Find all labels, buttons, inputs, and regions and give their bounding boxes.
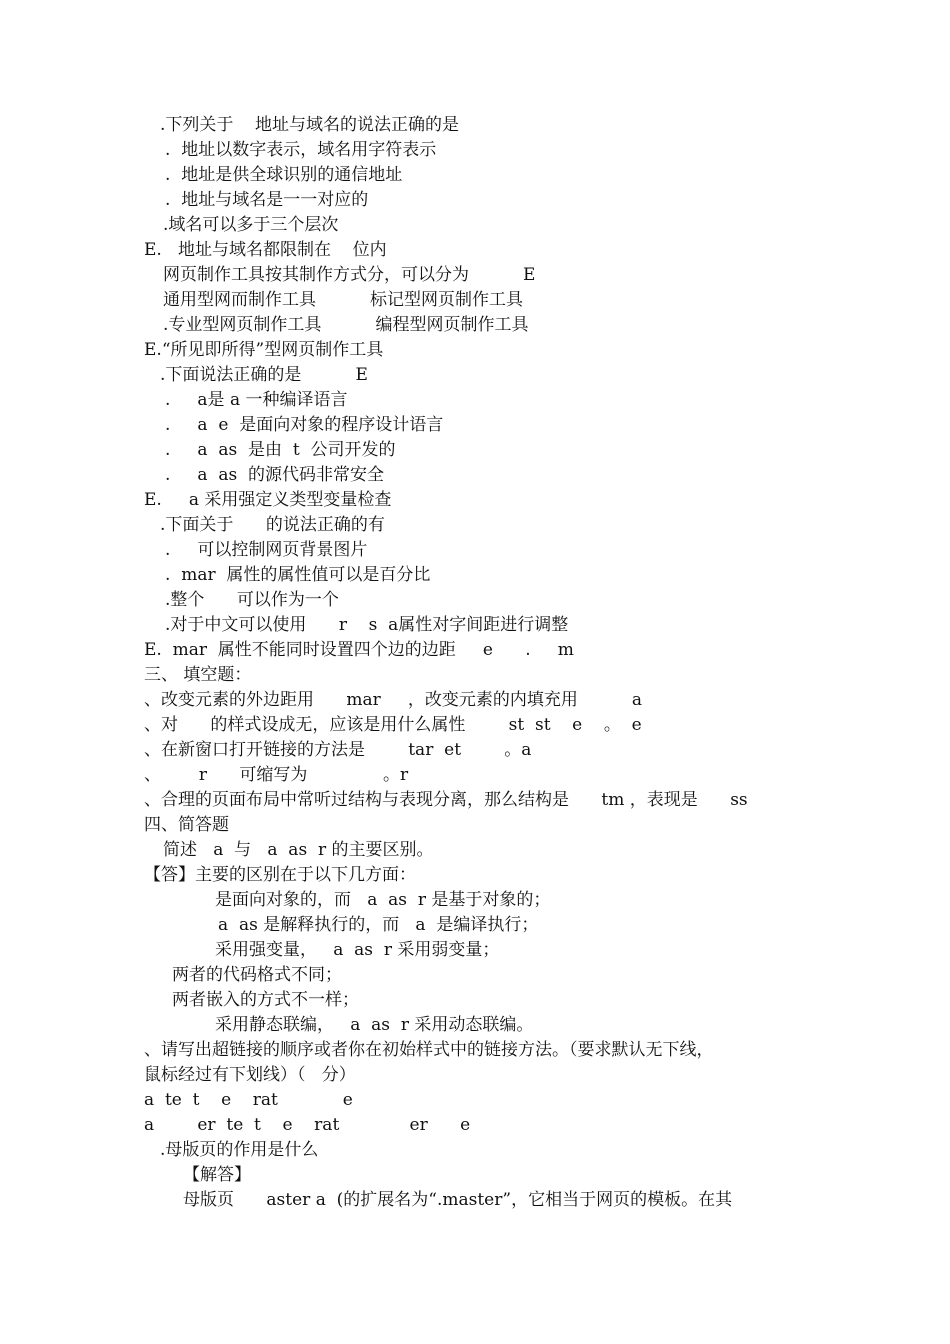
text-line: 、请写出超链接的顺序或者你在初始样式中的链接方法。（要求默认无下线， <box>144 1040 714 1060</box>
text-line: 、在新窗口打开链接的方法是 tar et 。a <box>144 740 532 760</box>
text-line: .整个 可以作为一个 <box>165 590 339 610</box>
text-line: 母版页 aster a (的扩展名为“.master”，它相当于网页的模板。在其 <box>183 1190 733 1210</box>
text-line: .下面关于 的说法正确的有 <box>160 515 385 535</box>
text-line: a er te t e rat er e <box>144 1115 471 1135</box>
text-line: E.“所见即所得”型网页制作工具 <box>144 340 384 360</box>
text-line: . a是 a 一种编译语言 <box>165 390 348 410</box>
text-line: .对于中文可以使用 r s a属性对字间距进行调整 <box>165 615 569 635</box>
text-line: 【解答】 <box>183 1165 251 1185</box>
text-line: 网页制作工具按其制作方式分，可以分为 E <box>163 265 536 285</box>
text-line: 三、 填空题： <box>144 665 252 685</box>
text-line: 是面向对象的，而 a as r 是基于对象的； <box>215 890 551 910</box>
text-line: . 可以控制网页背景图片 <box>165 540 368 560</box>
text-line: .下面说法正确的是 E <box>160 365 368 385</box>
text-line: a as 是解释执行的，而 a 是编译执行； <box>218 915 539 935</box>
text-line: .母版页的作用是什么 <box>160 1140 319 1160</box>
text-line: . 地址以数字表示，域名用字符表示 <box>165 140 437 160</box>
text-line: . a as 是由 t 公司开发的 <box>165 440 396 460</box>
text-line: 【答】主要的区别在于以下几方面： <box>144 865 416 885</box>
text-line: E. 地址与域名都限制在 位内 <box>144 240 387 260</box>
text-line: .域名可以多于三个层次 <box>163 215 339 235</box>
text-line: 、合理的页面布局中常听过结构与表现分离，那么结构是 tm ，表现是 ss <box>144 790 748 810</box>
text-line: 鼠标经过有下划线）（ 分） <box>144 1065 356 1085</box>
text-line: . mar 属性的属性值可以是百分比 <box>165 565 431 585</box>
text-line: E. mar 属性不能同时设置四个边的边距 e . m <box>144 640 574 660</box>
text-line: . a as 的源代码非常安全 <box>165 465 385 485</box>
text-line: 两者的代码格式不同； <box>172 965 342 985</box>
text-line: . 地址是供全球识别的通信地址 <box>165 165 403 185</box>
text-line: E. a 采用强定义类型变量检查 <box>144 490 392 510</box>
text-line: . a e 是面向对象的程序设计语言 <box>165 415 444 435</box>
text-line: .专业型网页制作工具 编程型网页制作工具 <box>163 315 529 335</box>
text-line: 通用型网而制作工具 标记型网页制作工具 <box>163 290 524 310</box>
text-line: . 地址与域名是一一对应的 <box>165 190 369 210</box>
text-line: 、 r 可缩写为 。r <box>144 765 409 785</box>
text-line: .下列关于 地址与域名的说法正确的是 <box>160 115 460 135</box>
text-line: 、对 的样式设成无，应该是用什么属性 st st e 。 e <box>144 715 642 735</box>
text-line: 两者嵌入的方式不一样； <box>172 990 359 1010</box>
text-line: 采用强变量， a as r 采用弱变量； <box>215 940 500 960</box>
text-line: 四、简答题 <box>144 815 229 835</box>
text-line: 简述 a 与 a as r 的主要区别。 <box>163 840 434 860</box>
text-line: a te t e rat e <box>144 1090 353 1110</box>
text-line: 采用静态联编， a as r 采用动态联编。 <box>215 1015 534 1035</box>
text-line: 、改变元素的外边距用 mar ，改变元素的内填充用 a <box>144 690 642 710</box>
